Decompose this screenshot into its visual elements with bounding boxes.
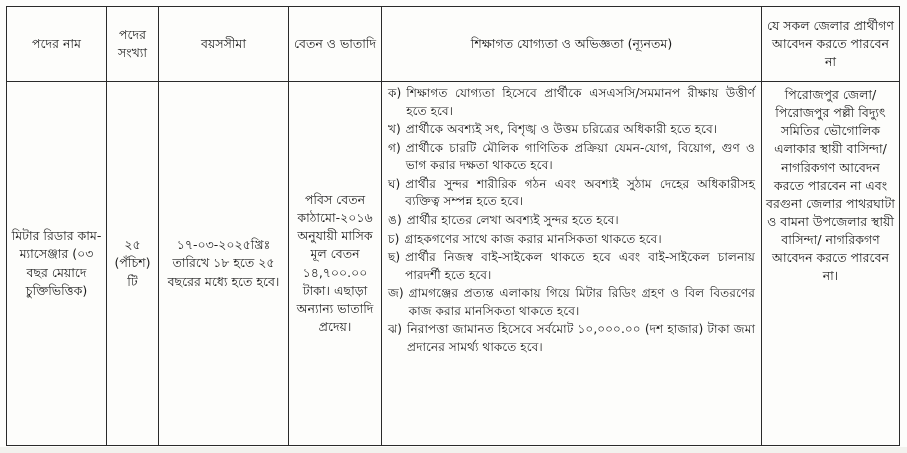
header-age-limit: বয়সসীমা — [159, 7, 289, 82]
header-eligible-districts: যে সকল জেলার প্রার্থীগণ আবেদন করতে পারবেন না — [762, 7, 900, 82]
qualification-text: প্রার্থীকে চারটি মৌলিক গাণিতিক প্রক্রিয়া যেমন-যোগ, বিয়োগ, গুণ ও ভাগ করার দক্ষতা থাকতে হবে। — [405, 140, 755, 173]
header-post-count: পদের সংখ্যা — [107, 7, 159, 82]
qualification-text: প্রার্থীর হাতের লেখা অবশ্যই সুন্দর হতে হবে। — [406, 212, 619, 227]
qualification-item — [388, 249, 755, 284]
qualification-marker: খ) — [388, 122, 401, 137]
qualification-marker: ঘ) — [388, 176, 401, 191]
cell-post-name: মিটার রিডার কাম-ম্যাসেঞ্জার (০৩ বছর মেয়াদে চুক্তিভিত্তিক) — [7, 82, 107, 446]
qualification-item — [388, 321, 755, 356]
qualification-text: শিক্ষাগত যোগ্যতা হিসেবে প্রার্থীকে এসএসসি/সমমানপ রীক্ষায় উত্তীর্ণ হতে হবে। — [406, 86, 755, 118]
qualification-marker: ঝ) — [388, 322, 402, 337]
qualification-item — [388, 285, 755, 320]
header-post-name: পদের নাম — [7, 7, 107, 82]
header-salary: বেতন ও ভাতাদি — [289, 7, 382, 82]
qualification-item — [388, 176, 755, 211]
qualification-item — [388, 140, 755, 175]
qualification-marker: ঙ) — [388, 212, 402, 227]
qualification-text: প্রার্থীর নিজস্ব বাই-সাইকেল থাকতে হবে এবং বাই-সাইকেল চালনায় পারদর্শী হতে হবে। — [405, 250, 755, 282]
qualification-text: গ্রামগঞ্জের প্রত্যন্ত এলাকায় গিয়ে মিটার রিডিং গ্রহণ ও বিল বিতরণের কাজ করার মানসিকতা থাকতে হবে। — [408, 286, 755, 318]
qualification-marker: ক) — [388, 86, 402, 100]
table-header-row — [7, 7, 900, 82]
recruitment-table — [6, 6, 900, 446]
qualification-marker: ছ) — [388, 250, 401, 265]
qualification-marker: চ) — [388, 231, 400, 246]
qualification-item — [388, 212, 755, 230]
cell-age-limit: ১৭-০৩-২০২৫খ্রিঃ তারিখে ১৮ হতে ২৫ বছরের মধ্যে হতে হবে। — [159, 82, 289, 446]
qualification-item — [388, 85, 755, 120]
qualification-text: প্রার্থীর সুন্দর শারীরিক গঠন এবং অবশ্যই সুঠাম দেহের অধিকারীসহ ব্যক্তিত্ব সম্পন্ন হতে হবে। — [405, 176, 755, 209]
table-row — [7, 82, 900, 446]
cell-eligible-districts: পিরোজপুর জেলা/ পিরোজপুর পল্লী বিদ্যুৎ সমিতির ভৌগোলিক এলাকার স্থায়ী বাসিন্দা/ নাগরিকগণ আবেদন করতে পারবেন না এবং বরগুনা জেলার পাথরঘাটা ও বামনা উপজেলার স্থায়ী বাসিন্দা/ নাগরিকগণ আবেদন করতে পারবেন না। — [762, 82, 900, 446]
qualification-text: নিরাপত্তা জামানত হিসেবে সর্বমোট ১০,০০০.০০ (দশ হাজার) টাকা জমা প্রদানের সামর্থ্য থাকতে হবে। — [406, 322, 755, 354]
page-bottom-edge — [0, 447, 907, 453]
qualification-marker: গ) — [388, 140, 401, 155]
qualification-item — [388, 121, 755, 139]
qualification-text: গ্রাহকগণের সাথে কাজ করার মানসিকতা থাকতে হবে। — [404, 231, 662, 246]
header-qualification: শিক্ষাগত যোগ্যতা ও অভিজ্ঞতা (ন্যূনতম) — [382, 7, 762, 82]
cell-qualifications — [382, 82, 762, 446]
cell-post-count: ২৫ (পঁচিশ) টি — [107, 82, 159, 446]
qualification-text: প্রার্থীকে অবশ্যই সৎ, বিশৃঙ্খ ও উত্তম চরিত্রের অধিকারী হতে হবে। — [405, 122, 718, 137]
qualification-marker: জ) — [388, 286, 404, 301]
qualification-item — [388, 231, 755, 249]
cell-salary: পবিস বেতন কাঠামো-২০১৬ অনুযায়ী মাসিক মূল বেতন ১৪,৭০০.০০ টাকা। এছাড়া অন্যান্য ভাতাদি প্রদেয়। — [289, 82, 382, 446]
